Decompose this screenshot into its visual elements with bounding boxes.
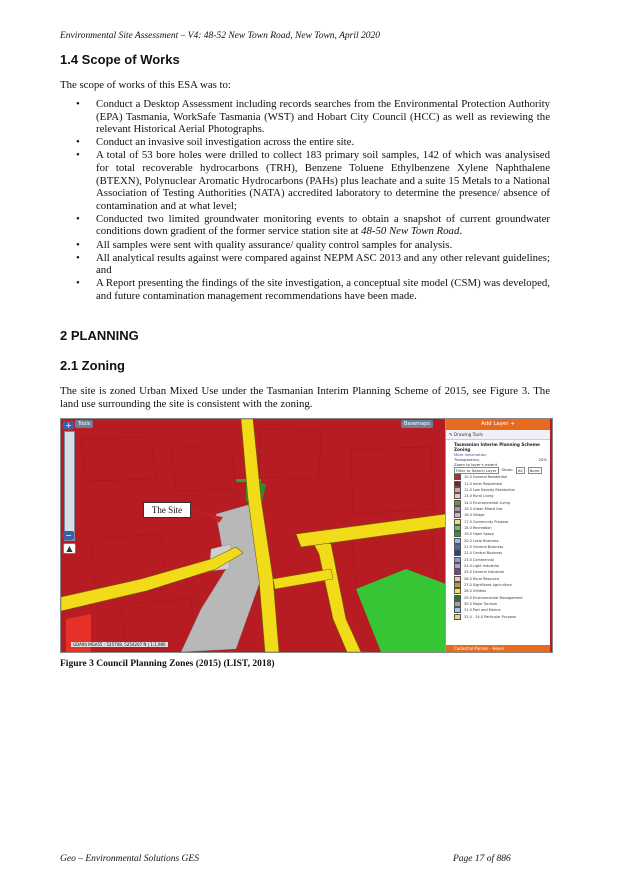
legend-label: 19.0 Open Space bbox=[464, 532, 495, 537]
legend-label: 21.0 General Business bbox=[464, 544, 504, 549]
transparency-row[interactable]: Transparency 20% bbox=[454, 457, 547, 462]
legend-swatch bbox=[454, 588, 461, 594]
legend-label: 30.0 Major Tourism bbox=[464, 602, 498, 607]
zoning-text: The site is zoned Urban Mixed Use under the Tasmanian Interim Planning Scheme of 2015, see Figure 3. The land use surrounding the site is consistent with the zoning. bbox=[60, 385, 550, 410]
layer-title: Tasmanian Interim Planning Scheme Zoning bbox=[454, 442, 540, 452]
legend-swatch bbox=[454, 557, 461, 563]
legend-swatch bbox=[454, 525, 461, 531]
address-italic: 48-50 New Town Road bbox=[361, 225, 460, 238]
site-label: The Site bbox=[143, 502, 191, 518]
legend-label: 18.0 Recreation bbox=[464, 525, 492, 530]
legend-label: 10.0 General Residential bbox=[464, 475, 508, 480]
navigation-icon[interactable]: ▲ bbox=[63, 543, 76, 554]
legend-swatch bbox=[454, 576, 461, 582]
legend-label: 26.0 Rural Resource bbox=[464, 576, 500, 581]
list-item: • Conduct a Desktop Assessment including records searches from the Environmental Protection Authority (EPA) Tasmania, WorkSafe Tasmania (WST) and Hobart City Council (HCC) as well as reviewing the relevant Historical Aerial Photographs. bbox=[76, 98, 550, 136]
filter-row: Filter or Search Layer Show: All None bbox=[456, 467, 540, 473]
legend-swatch bbox=[454, 582, 461, 588]
list-item: • Conduct an invasive soil investigation across the entire site. bbox=[76, 136, 355, 149]
zoning-map[interactable] bbox=[60, 418, 553, 653]
list-item: • A total of 53 bore holes were drilled to collect 183 primary soil samples, 142 of which was analysised for total recoverable hydrocarbons (TRH), Benzene Toluene Ethylbenzene Xylene Naphthalene (BTEXN), Polynuclear Aromatic Hydrocarbons (PAHs) plus leachate and a suite 15 Metals to a National Association of Testing Authorities (NATA) accredited laboratory to determine the presence/ absence of contamination and at what level; bbox=[76, 149, 550, 212]
legend-swatch bbox=[454, 519, 461, 525]
zone-legend bbox=[446, 474, 550, 620]
map-status-bar: GDA94 MGA55 : 525708, 5254207 N | 1:1,980 bbox=[73, 642, 166, 647]
legend-label: 28.0 Utilities bbox=[464, 589, 487, 594]
zoom-in-button[interactable]: + bbox=[63, 421, 74, 430]
legend-label: 14.0 Environmental Living bbox=[464, 500, 510, 505]
section-2-heading: 2 PLANNING bbox=[60, 328, 139, 343]
legend-swatch bbox=[454, 563, 461, 569]
legend-label: 20.0 Local Business bbox=[464, 538, 499, 543]
legend-label: 31.0 Port and Marine bbox=[464, 608, 501, 613]
figure-caption: Figure 3 Council Planning Zones (2015) (LIST, 2018) bbox=[60, 659, 275, 669]
cadastral-parcels-toggle[interactable]: Cadastral Parcels - Hover bbox=[446, 645, 550, 652]
filter-search-button[interactable]: Filter or Search Layer bbox=[456, 468, 497, 473]
pencil-icon: ✎ bbox=[449, 432, 454, 437]
legend-label: 27.0 Significant Agriculture bbox=[464, 583, 512, 588]
legend-label: 13.0 Rural Living bbox=[464, 494, 494, 499]
legend-swatch bbox=[454, 595, 461, 601]
legend-label: 23.0 Commercial bbox=[464, 557, 494, 562]
legend-label: 17.0 Community Purpose bbox=[464, 519, 509, 524]
legend-swatch bbox=[454, 531, 461, 537]
legend-label: 32.0 - 34.0 Particular Purpose bbox=[464, 614, 516, 619]
list-item: • All samples were sent with quality assurance/ quality control samples for analysis. bbox=[76, 238, 453, 251]
legend-label: 24.0 Light Industrial bbox=[464, 563, 500, 568]
legend-swatch bbox=[454, 550, 461, 556]
legend-label: 16.0 Village bbox=[464, 513, 485, 518]
legend-swatch bbox=[454, 493, 461, 499]
legend-swatch bbox=[454, 506, 461, 512]
legend-swatch bbox=[454, 607, 461, 613]
map-canvas[interactable] bbox=[61, 419, 446, 652]
drawing-tools-toggle[interactable]: ✎ Drawing Tools bbox=[446, 430, 550, 440]
tools-button[interactable]: Tools bbox=[75, 420, 93, 428]
legend-label: 11.0 Inner Residential bbox=[464, 481, 503, 486]
legend-swatch bbox=[454, 569, 461, 575]
legend-swatch bbox=[454, 601, 461, 607]
basemaps-button[interactable]: Basemaps bbox=[401, 420, 433, 428]
section-2-1-heading: 2.1 Zoning bbox=[60, 358, 125, 373]
show-none-button[interactable]: None bbox=[529, 468, 540, 473]
zoom-out-button[interactable]: − bbox=[63, 531, 74, 540]
list-item: • All analytical results against were compared against NEPM ASC 2013 and any other relevant guidelines; and bbox=[76, 251, 550, 277]
section-1-4-heading: 1.4 Scope of Works bbox=[60, 52, 180, 67]
legend-label: 22.0 Central Business bbox=[464, 551, 503, 556]
legend-label: 12.0 Low Density Residential bbox=[464, 487, 515, 492]
legend-swatch bbox=[454, 614, 461, 620]
legend-swatch bbox=[454, 481, 461, 487]
legend-entry[interactable] bbox=[446, 614, 550, 620]
legend-swatch bbox=[454, 512, 461, 518]
list-item: • Conducted two limited groundwater monitoring events to obtain a snapshot of current groundwater conditions down gradient of the former service station site at 48-50 New Town Road. bbox=[76, 212, 550, 238]
add-layer-button[interactable]: Add Layer + bbox=[446, 419, 550, 430]
legend-swatch bbox=[454, 500, 461, 506]
zoom-extent-link[interactable]: Zoom to layer's extent bbox=[454, 462, 498, 467]
legend-label: 15.0 Urban Mixed Use bbox=[464, 506, 503, 511]
zoom-slider[interactable] bbox=[64, 431, 75, 541]
list-item: • A Report presenting the findings of the site investigation, a conceptual site model (CSM) was developed, and future contamination management recommendations have been made. bbox=[76, 277, 550, 302]
scope-intro: The scope of works of this ESA was to: bbox=[60, 79, 231, 91]
legend-swatch bbox=[454, 544, 461, 550]
scope-bullet-list bbox=[60, 98, 550, 303]
legend-swatch bbox=[454, 474, 461, 480]
legend-swatch bbox=[454, 538, 461, 544]
more-info-link[interactable]: More information bbox=[454, 452, 487, 457]
map-layer-panel bbox=[445, 419, 550, 652]
legend-label: 25.0 General Industrial bbox=[464, 570, 505, 575]
show-all-button[interactable]: All bbox=[517, 468, 523, 473]
legend-label: 29.0 Environmental Management bbox=[464, 595, 523, 600]
page-number: Page 17 of 886 bbox=[453, 854, 511, 864]
page-header: Environmental Site Assessment – V4: 48-52 New Town Road, New Town, April 2020 bbox=[60, 31, 381, 41]
legend-swatch bbox=[454, 487, 461, 493]
footer-company: Geo – Environmental Solutions GES bbox=[60, 854, 199, 864]
